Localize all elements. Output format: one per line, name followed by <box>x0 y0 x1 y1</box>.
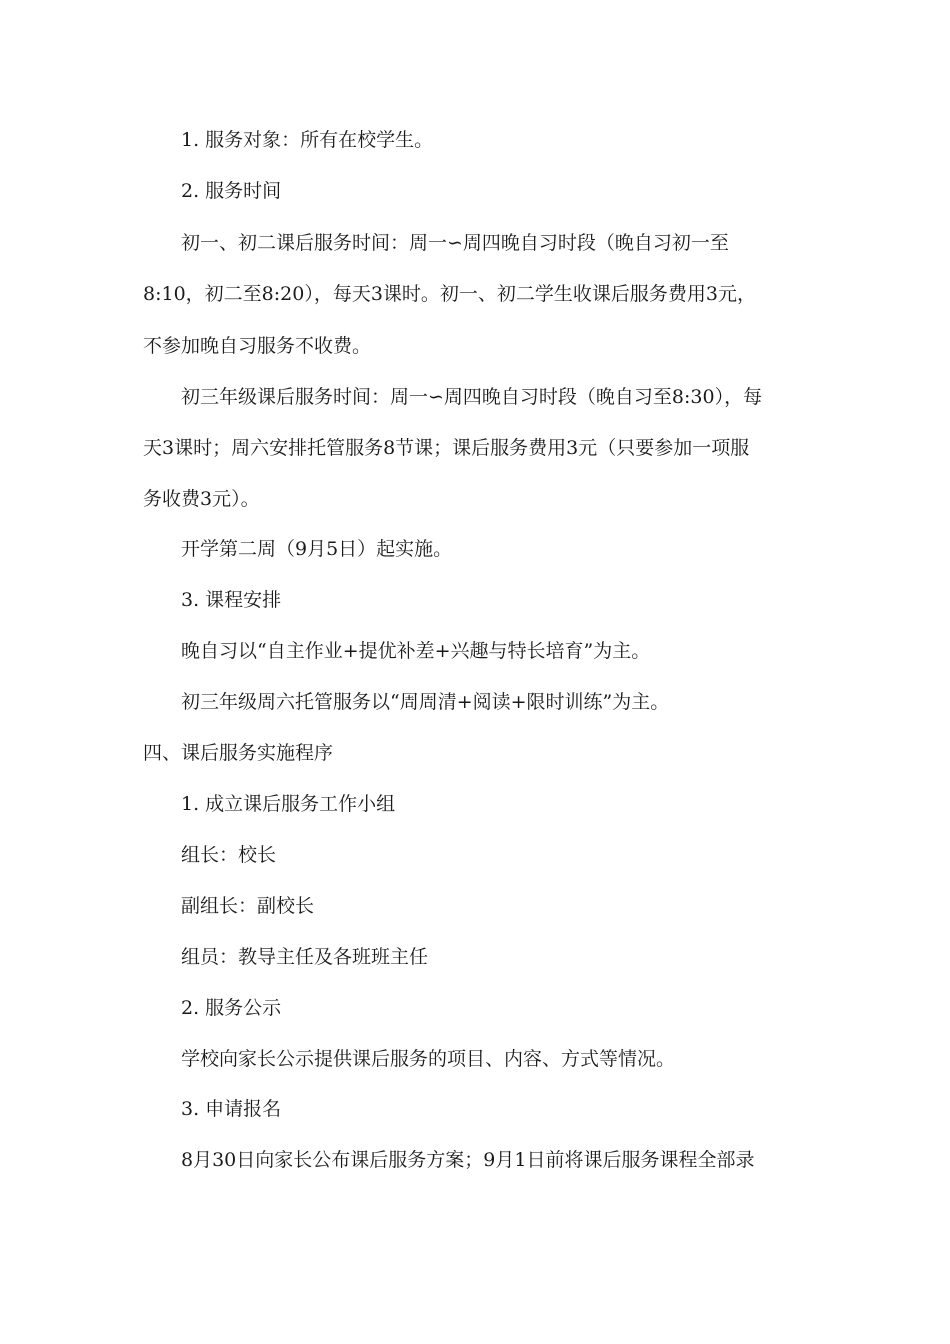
paragraph-line: 不参加晚自习服务不收费。 <box>143 335 372 357</box>
registration-heading: 3. 申请报名 <box>181 1098 282 1120</box>
paragraph-line: 初三年级周六托管服务以“周周清+阅读+限时训练”为主。 <box>181 691 670 713</box>
paragraph-line: 学校向家长公示提供课后服务的项目、内容、方式等情况。 <box>181 1048 676 1070</box>
paragraph-line: 天3课时；周六安排托管服务8节课；课后服务费用3元（只要参加一项服 <box>143 437 750 459</box>
paragraph-line: 8:10，初二至8:20），每天3课时。初一、初二学生收课后服务费用3元， <box>143 283 757 305</box>
service-notice-heading: 2. 服务公示 <box>181 997 282 1019</box>
paragraph-line: 务收费3元）。 <box>143 488 260 510</box>
paragraph-line: 组员：教导主任及各班班主任 <box>181 946 429 968</box>
paragraph-line: 8月30日向家长公布课后服务方案；9月1日前将课后服务课程全部录 <box>181 1149 755 1171</box>
service-target-line: 1. 服务对象：所有在校学生。 <box>181 129 434 151</box>
service-time-heading: 2. 服务时间 <box>181 180 282 202</box>
paragraph-line: 晚自习以“自主作业+提优补差+兴趣与特长培育”为主。 <box>181 640 651 662</box>
section-heading: 四、课后服务实施程序 <box>143 742 334 764</box>
course-arrangement-heading: 3. 课程安排 <box>181 589 282 611</box>
paragraph-line: 初一、初二课后服务时间：周一∽周四晚自习时段（晚自习初一至 <box>181 232 729 254</box>
paragraph-line: 初三年级课后服务时间：周一∽周四晚自习时段（晚自习至8:30），每 <box>181 386 763 408</box>
paragraph-line: 副组长：副校长 <box>181 895 315 917</box>
working-group-heading: 1. 成立课后服务工作小组 <box>181 793 396 815</box>
paragraph-line: 开学第二周（9月5日）起实施。 <box>181 538 453 560</box>
paragraph-line: 组长：校长 <box>181 844 277 866</box>
